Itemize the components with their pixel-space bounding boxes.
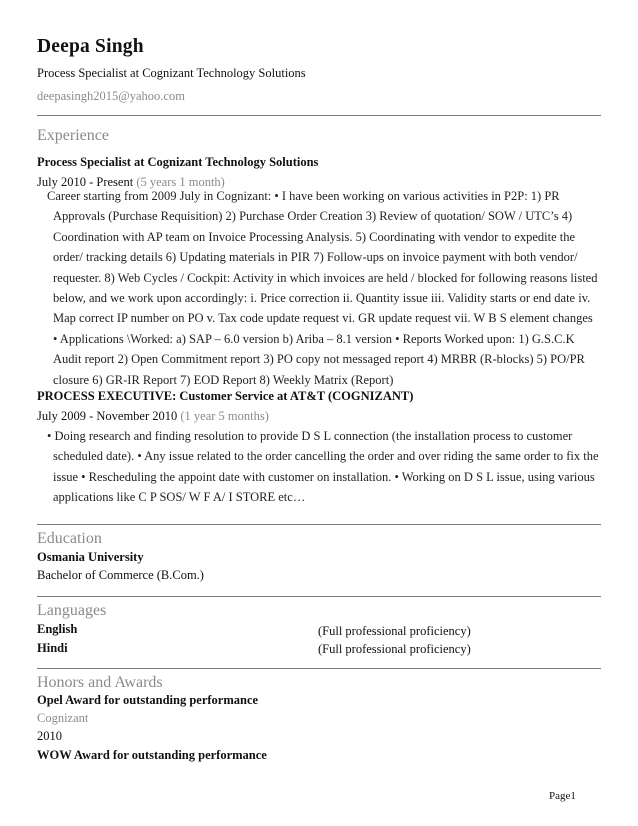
candidate-email: deepasingh2015@yahoo.com bbox=[37, 89, 185, 103]
award-title: WOW Award for outstanding performance bbox=[37, 748, 267, 762]
description-line: below, and we work upon accordingly: i. Price correction ii. Quantity issue iii. Validity starts or end date iv. bbox=[53, 290, 591, 305]
experience-heading: Experience bbox=[37, 127, 109, 144]
job-2-dates: July 2009 - November 2010 bbox=[37, 409, 178, 423]
language-name: Hindi bbox=[37, 641, 68, 655]
description-line: issue • Rescheduling the appoint date with customer on installation. • Working on D S L issue, using various bbox=[53, 469, 595, 484]
job-1-dates: July 2010 - Present bbox=[37, 175, 134, 189]
job-2-duration: (1 year 5 months) bbox=[180, 409, 269, 423]
section-divider bbox=[37, 115, 601, 116]
page-number: Page1 bbox=[549, 790, 576, 802]
description-line: • Applications \Worked: a) SAP – 6.0 version b) Ariba – 8.1 version • Reports Worked upon: 1) G.S.C.K bbox=[53, 331, 575, 346]
award-year: 2010 bbox=[37, 729, 62, 743]
education-degree: Bachelor of Commerce (B.Com.) bbox=[37, 568, 204, 582]
language-proficiency: (Full professional proficiency) bbox=[318, 624, 471, 638]
description-line: order/ tracking details 6) Updating materials in PIR 7) Follow-ups on invoice payment with both vendor/ bbox=[53, 250, 578, 265]
language-name: English bbox=[37, 622, 78, 636]
description-line: Approvals (Purchase Requisition) 2) Purchase Order Creation 3) Review of quotation/ SOW / UTC’s 4) bbox=[53, 209, 573, 224]
languages-heading: Languages bbox=[37, 602, 107, 619]
education-school: Osmania University bbox=[37, 550, 144, 564]
section-divider bbox=[37, 668, 601, 669]
section-divider bbox=[37, 524, 601, 525]
candidate-name: Deepa Singh bbox=[37, 36, 144, 57]
job-2-description bbox=[47, 426, 599, 508]
education-heading: Education bbox=[37, 530, 102, 547]
job-2-dates-row bbox=[37, 409, 269, 424]
job-1-duration: (5 years 1 month) bbox=[136, 175, 225, 189]
award-title: Opel Award for outstanding performance bbox=[37, 693, 259, 707]
description-line: closure 6) GR-IR Report 7) EOD Report 8) Weekly Matrix (Report) bbox=[53, 372, 394, 387]
description-line: Audit report 2) Open Commitment report 3) PO copy not messaged report 4) MRBR (R-blocks) 5) PO/PR bbox=[53, 352, 585, 367]
description-line: • Doing research and finding resolution to provide D S L connection (the installation process to customer bbox=[47, 429, 573, 443]
candidate-headline: Process Specialist at Cognizant Technology Solutions bbox=[37, 66, 306, 80]
description-line: applications like C P SOS/ W F A/ I STORE etc… bbox=[53, 490, 306, 505]
description-line: Coordination with AP team on Invoice Processing Analysis. 5) Coordinating with vendor to expedite the bbox=[53, 229, 576, 244]
description-line: Map correct IP number on PO v. Tax code update request vi. GR update request vii. W B S element changes bbox=[53, 311, 593, 326]
language-proficiency: (Full professional proficiency) bbox=[318, 642, 471, 656]
job-1-description bbox=[47, 186, 597, 390]
description-line: scheduled date). • Any issue related to the order cancelling the order and over riding the same order to fix the bbox=[53, 449, 599, 464]
description-line: Career starting from 2009 July in Cognizant: • I have been working on various activities in P2P: 1) PR bbox=[47, 189, 560, 203]
section-divider bbox=[37, 596, 601, 597]
job-2-title: PROCESS EXECUTIVE: Customer Service at AT&T (COGNIZANT) bbox=[37, 389, 414, 403]
description-line: requester. 8) Web Cycles / Cockpit: Activity in which invoices are held / blocked for following reasons listed bbox=[53, 270, 598, 285]
honors-heading: Honors and Awards bbox=[37, 674, 163, 691]
award-issuer: Cognizant bbox=[37, 711, 89, 725]
job-1-title: Process Specialist at Cognizant Technology Solutions bbox=[37, 155, 319, 169]
